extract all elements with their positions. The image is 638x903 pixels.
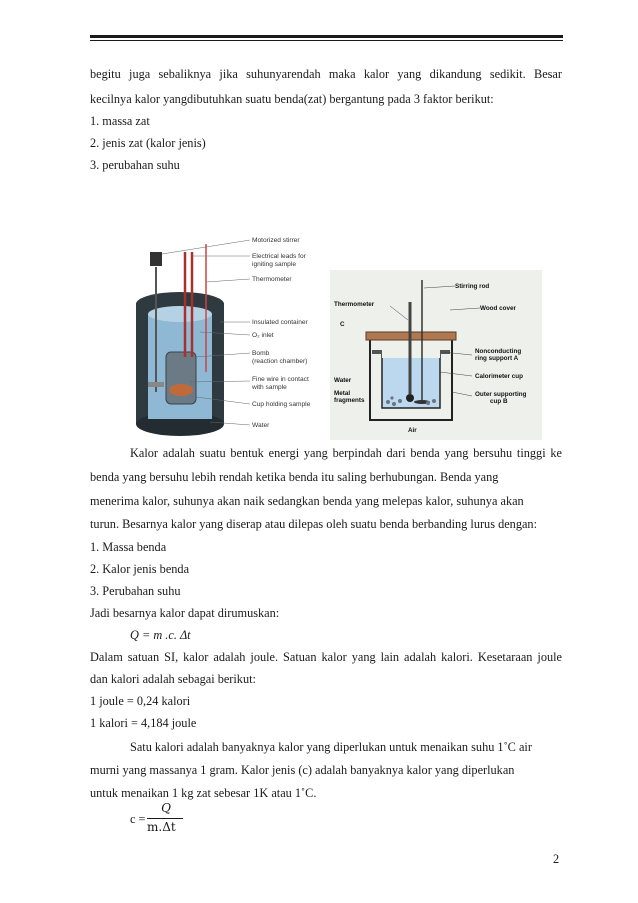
fig2-label: cup B — [490, 398, 508, 405]
fig1-label: Motorized stirrer — [252, 237, 300, 244]
heat-formula: Q = m .c. Δt — [130, 628, 191, 642]
fraction-bar — [147, 818, 183, 819]
fig1-label: Bomb — [252, 350, 270, 357]
list1-item: 2. jenis zat (kalor jenis) — [90, 136, 206, 150]
para4-line1: Satu kalori adalah banyaknya kalor yang diperlukan untuk menaikan suhu 1˚C air — [130, 740, 532, 754]
fig1-label: Cup holding sample — [252, 401, 311, 408]
specific-heat-lhs: c = — [130, 812, 146, 826]
fig1-label: (reaction chamber) — [252, 358, 308, 365]
para4-line3: untuk menaikan 1 kg zat sebesar 1K atau 1˚C. — [90, 786, 317, 800]
equiv-kalori: 1 kalori = 4,184 joule — [90, 716, 197, 730]
para1-line1: begitu juga sebaliknya jika suhunyarendah maka kalor yang dikandung sedikit. Besar — [90, 67, 562, 81]
para2-line4: turun. Besarnya kalor yang diserap atau dilepas oleh suatu benda berbanding lurus dengan: — [90, 517, 537, 531]
fig1-label: Insulated container — [252, 319, 308, 326]
fig2-label: Nonconducting — [475, 348, 522, 355]
calorimeter-figure — [330, 270, 542, 440]
fig1-label: Thermometer — [252, 276, 292, 283]
fig1-label: igniting sample — [252, 261, 296, 268]
equiv-joule: 1 joule = 0,24 kalori — [90, 694, 191, 708]
fig1-label: Electrical leads for — [252, 253, 306, 260]
fig2-label: Stirring rod — [455, 283, 490, 290]
list1-item: 3. perubahan suhu — [90, 158, 180, 172]
fig2-label: C — [340, 321, 345, 328]
specific-heat-denominator: m.Δt — [147, 820, 176, 834]
para2-line2: benda yang bersuhu lebih rendah ketika benda itu saling berhubungan. Benda yang — [90, 470, 499, 484]
bomb-calorimeter-figure — [130, 222, 325, 440]
para2-line1: Kalor adalah suatu bentuk energi yang berpindah dari benda yang bersuhu tinggi ke — [130, 446, 562, 460]
fig2-label: fragments — [334, 397, 365, 404]
header-rule — [90, 35, 563, 38]
formula-intro: Jadi besarnya kalor dapat dirumuskan: — [90, 606, 280, 620]
fig2-label: Air — [408, 427, 417, 434]
list2-item: 3. Perubahan suhu — [90, 584, 181, 598]
list1-item: 1. massa zat — [90, 114, 150, 128]
fig2-label: Water — [334, 377, 352, 384]
para3-line1: Dalam satuan SI, kalor adalah joule. Satuan kalor yang lain adalah kalori. Kesetaraan joule — [90, 650, 562, 664]
fig2-label: Calorimeter cup — [475, 373, 523, 380]
header-rule-thin — [90, 40, 563, 41]
para2-line3: menerima kalor, suhunya akan naik sedangkan benda yang melepas kalor, suhunya akan — [90, 494, 524, 508]
fig1-label: with sample — [252, 384, 287, 391]
fig1-label: O₂ inlet — [252, 332, 274, 339]
specific-heat-numerator: Q — [161, 801, 171, 815]
fig2-label: Metal — [334, 390, 351, 397]
fig2-label: Wood cover — [480, 305, 516, 312]
fig2-label: ring support A — [475, 355, 519, 362]
para3-line2: dan kalori adalah sebagai berikut: — [90, 672, 256, 686]
list2-item: 2. Kalor jenis benda — [90, 562, 190, 576]
page-number: 2 — [553, 852, 560, 866]
fig2-label: Thermometer — [334, 301, 375, 308]
fig1-label: Water — [252, 422, 270, 429]
para1-line2: kecilnya kalor yangdibutuhkan suatu benda(zat) bergantung pada 3 faktor berikut: — [90, 92, 494, 106]
fig1-label: Fine wire in contact — [252, 376, 309, 383]
list2-item: 1. Massa benda — [90, 540, 167, 554]
para4-line2: murni yang massanya 1 gram. Kalor jenis (c) adalah banyaknya kalor yang diperlukan — [90, 763, 515, 777]
fig2-label: Outer supporting — [475, 391, 527, 398]
